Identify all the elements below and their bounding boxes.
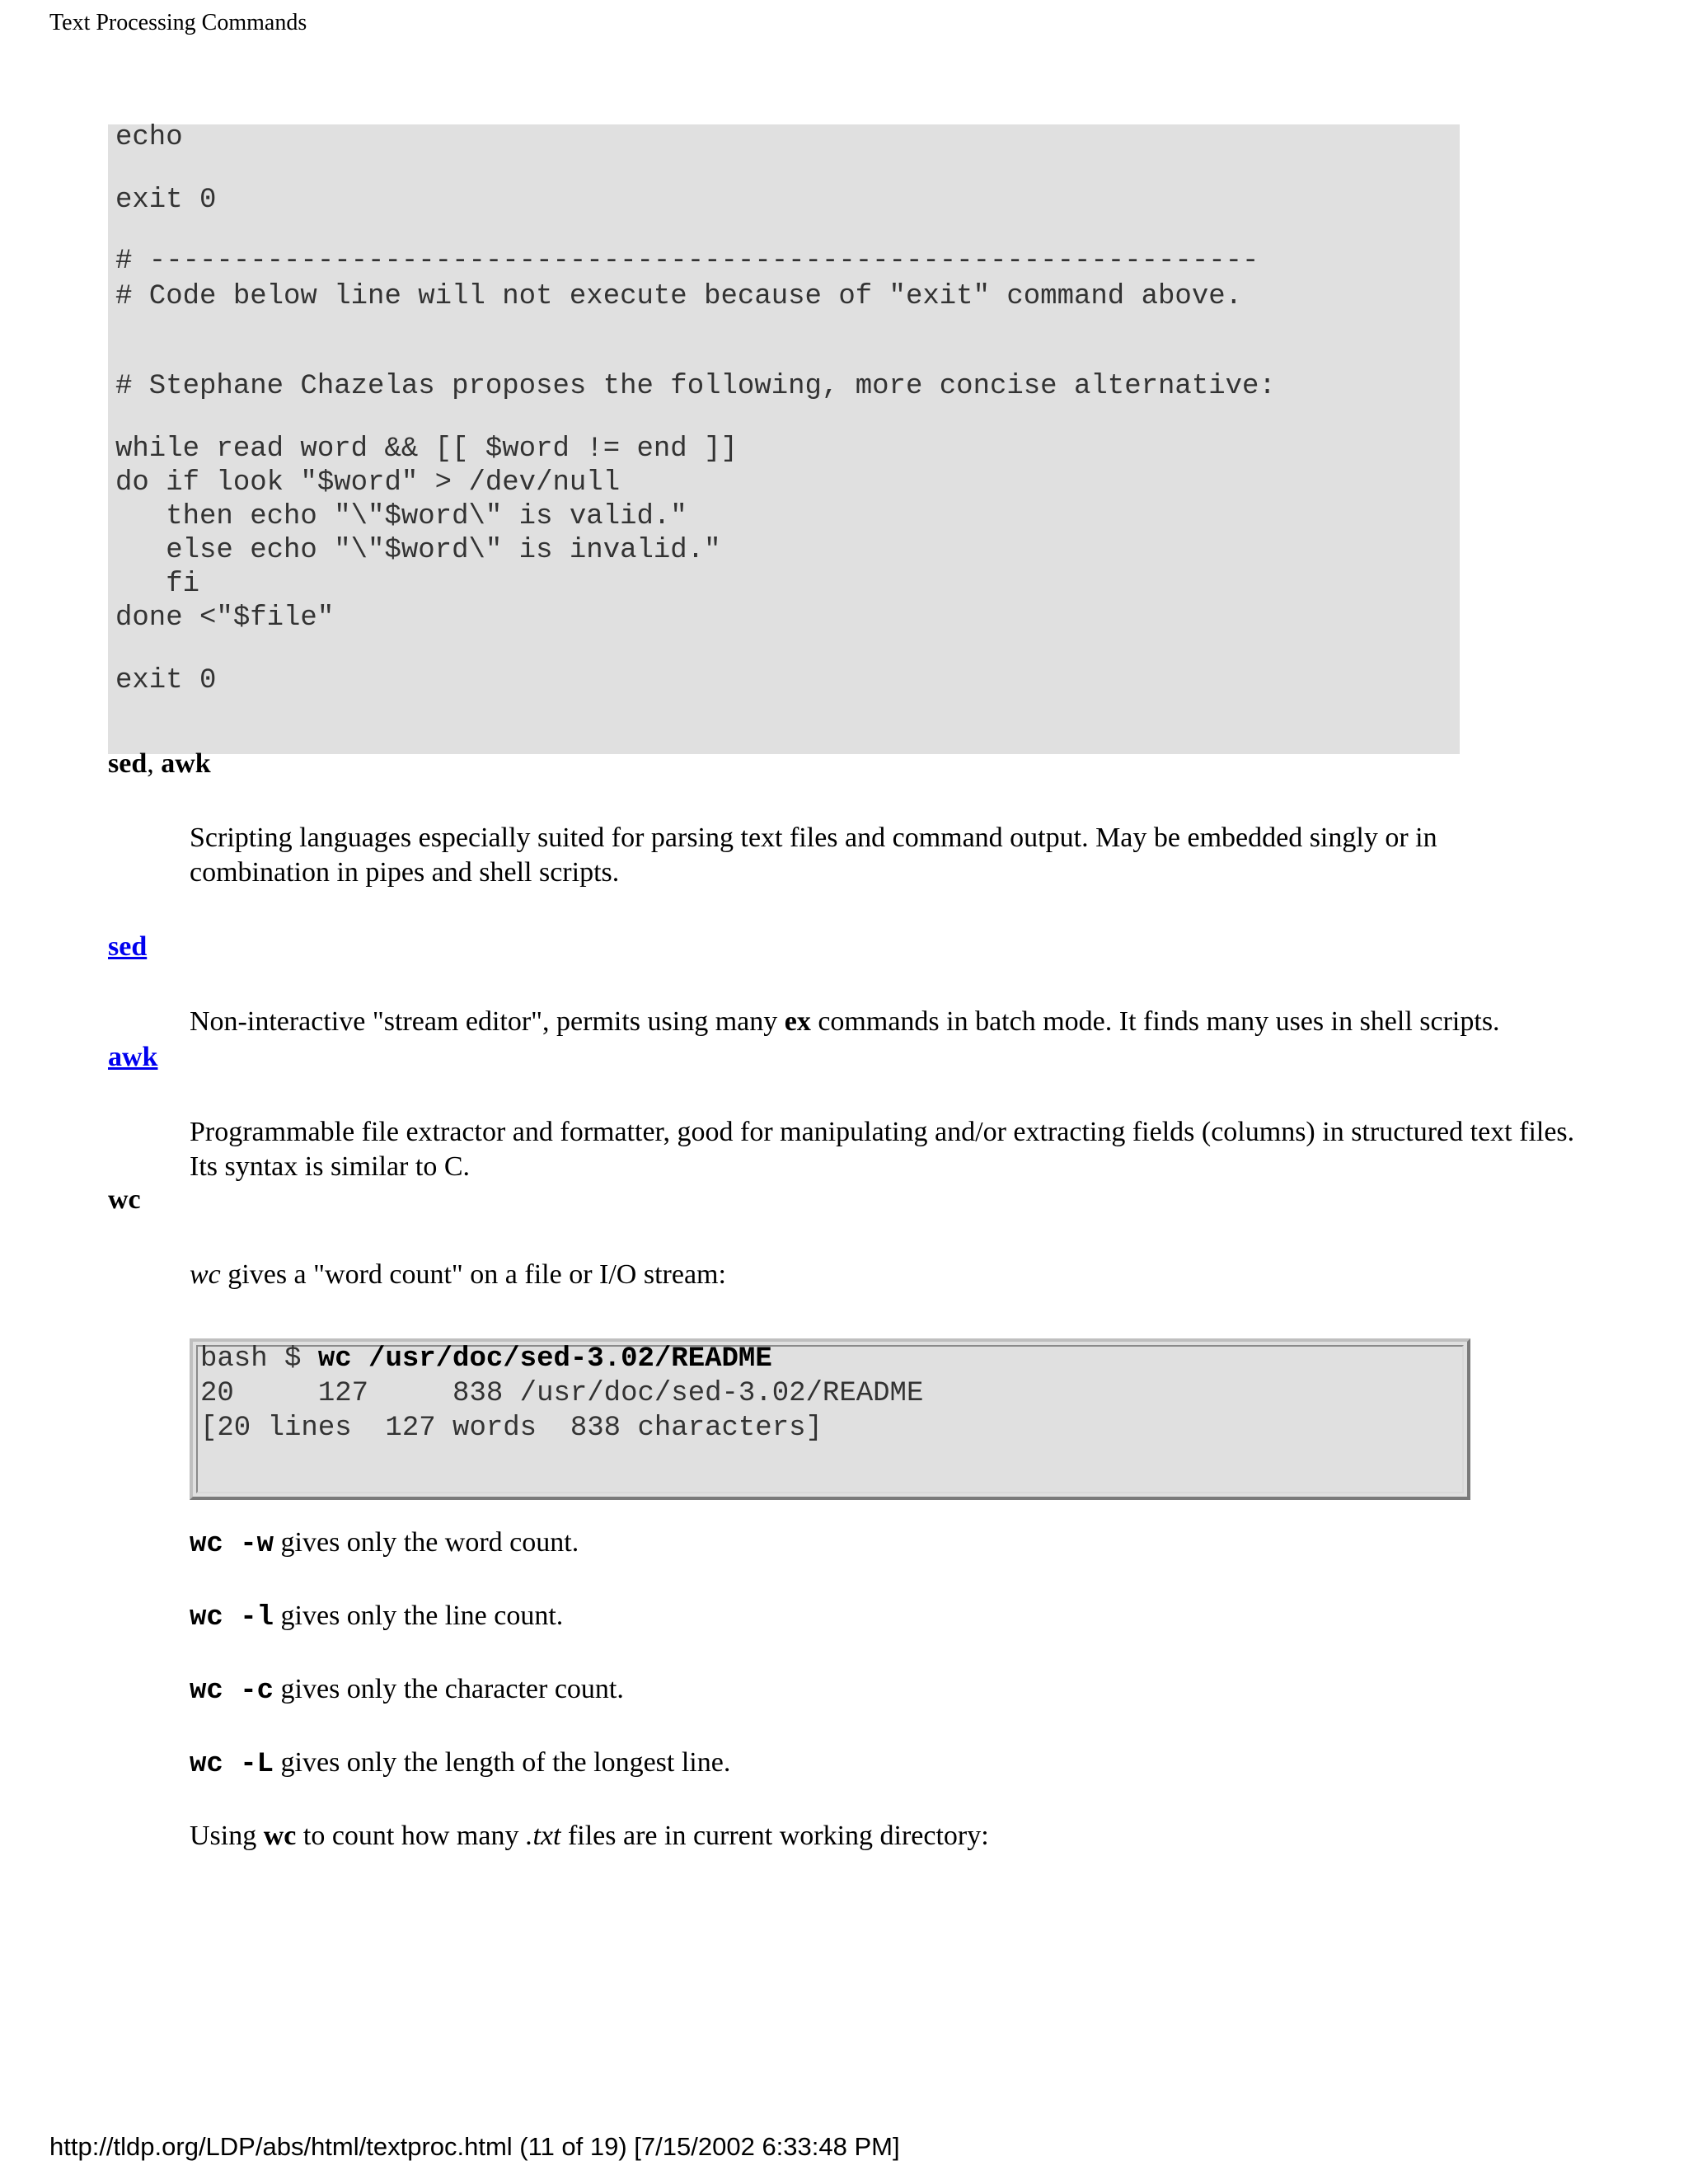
wc-option-flag: wc -l — [190, 1602, 274, 1633]
screen-command: wc /usr/doc/sed-3.02/README — [317, 1343, 772, 1375]
code-line: echo — [115, 122, 183, 153]
wc-intro-rest: gives a "word count" on a file or I/O stream: — [220, 1259, 726, 1290]
usage-suffix: files are in current working directory: — [560, 1821, 989, 1851]
sed-awk-description-line: Scripting languages especially suited for parsing text files and command output. May be embedded singly or in — [190, 823, 1437, 853]
term-awk — [108, 1042, 157, 1073]
term-awk-label: awk — [161, 748, 211, 779]
wc-option-text: gives only the character count. — [274, 1674, 624, 1704]
wc-term-label: wc — [108, 1184, 141, 1215]
usage-prefix: Using — [190, 1821, 264, 1851]
usage-italic: .txt — [525, 1821, 561, 1851]
sed-desc-prefix: Non-interactive "stream editor", permits using many — [190, 1006, 785, 1037]
wc-option-flag: wc -L — [190, 1749, 274, 1780]
wc-option-L — [190, 1746, 730, 1782]
code-line: fi — [115, 569, 200, 600]
code-line: # ------------------------------------------------------------------ — [115, 246, 1259, 277]
usage-middle: to count how many — [296, 1821, 526, 1851]
wc-option-flag: wc -w — [190, 1529, 274, 1560]
term-separator: , — [147, 748, 162, 779]
term-sed-awk — [108, 748, 211, 780]
code-line: then echo "\"$word\" is valid." — [115, 501, 687, 532]
sed-desc-suffix: commands in batch mode. It finds many uses in shell scripts. — [810, 1006, 1500, 1037]
sed-awk-description-line: combination in pipes and shell scripts. — [190, 857, 620, 888]
wc-option-text: gives only the line count. — [274, 1601, 564, 1631]
terminal-screen — [190, 1338, 1470, 1500]
sed-link[interactable]: sed — [108, 931, 148, 962]
code-line: exit 0 — [115, 185, 217, 216]
code-line: # Code below line will not execute because of "exit" command above. — [115, 281, 1243, 312]
term-wc — [108, 1184, 141, 1216]
code-block — [108, 124, 1460, 754]
wc-usage-paragraph — [190, 1819, 989, 1854]
page-footer-url: http://tldp.org/LDP/abs/html/textproc.html (11 of 19) [7/15/2002 6:33:48 PM] — [49, 2132, 900, 2161]
wc-option-flag: wc -c — [190, 1675, 274, 1707]
usage-bold: wc — [263, 1821, 297, 1851]
screen-prompt: bash $ — [200, 1343, 318, 1375]
code-line: exit 0 — [115, 665, 217, 696]
wc-intro — [190, 1258, 726, 1292]
code-line: while read word && [[ $word != end ]] — [115, 434, 738, 465]
wc-intro-italic: wc — [190, 1259, 221, 1290]
wc-option-w — [190, 1526, 579, 1562]
wc-option-text: gives only the length of the longest line. — [274, 1747, 731, 1778]
wc-option-l — [190, 1599, 563, 1635]
sed-desc-bold: ex — [784, 1006, 811, 1037]
term-sed-label: sed — [108, 748, 148, 779]
awk-description-line: Its syntax is similar to C. — [190, 1151, 470, 1182]
wc-option-c — [190, 1672, 624, 1708]
sed-description — [190, 1005, 1500, 1039]
screen-command-line — [200, 1342, 772, 1376]
code-line: else echo "\"$word\" is invalid." — [115, 535, 721, 566]
term-sed — [108, 931, 147, 963]
code-line: do if look "$word" > /dev/null — [115, 467, 621, 499]
screen-output-line: [20 lines 127 words 838 characters] — [200, 1413, 823, 1444]
page-header-title: Text Processing Commands — [49, 10, 307, 35]
awk-link[interactable]: awk — [108, 1042, 158, 1072]
wc-option-text: gives only the word count. — [274, 1527, 579, 1558]
code-line: # Stephane Chazelas proposes the following, more concise alternative: — [115, 371, 1276, 402]
code-line: done <"$file" — [115, 602, 335, 634]
screen-output-line: 20 127 838 /usr/doc/sed-3.02/README — [200, 1378, 924, 1409]
awk-description-line: Programmable file extractor and formatter, good for manipulating and/or extracting fields (columns) in structured text files. — [190, 1117, 1575, 1147]
